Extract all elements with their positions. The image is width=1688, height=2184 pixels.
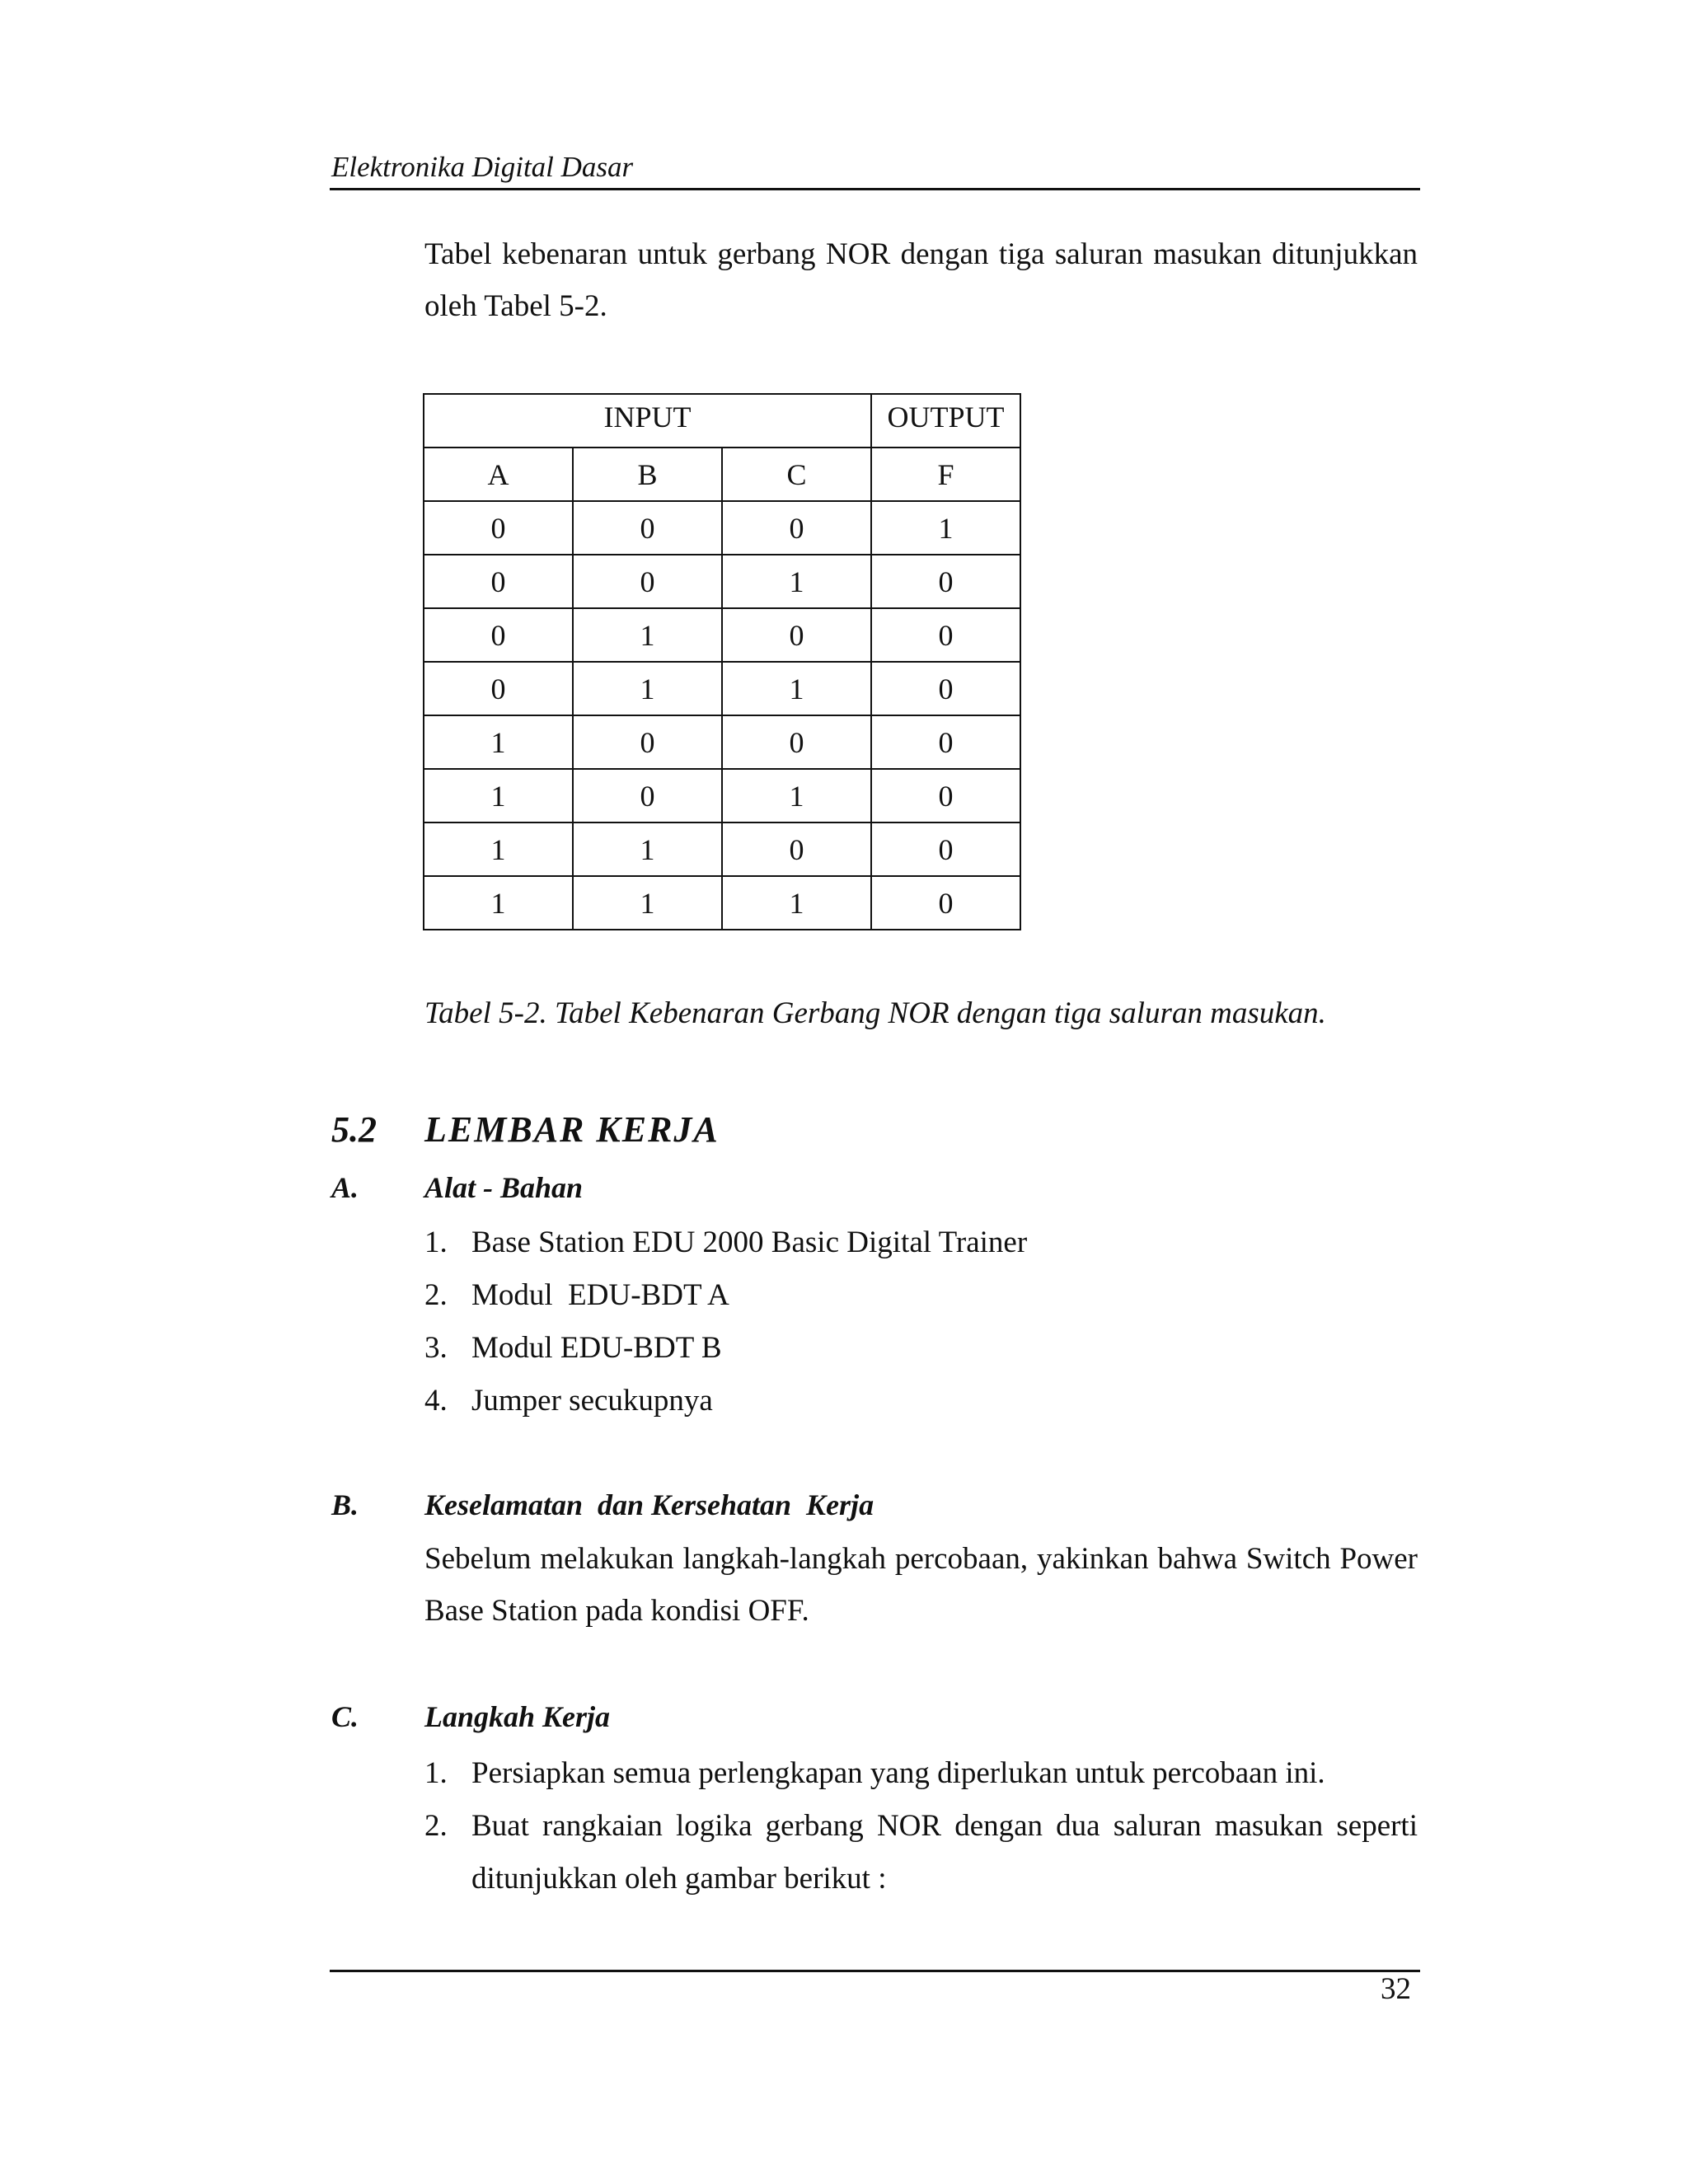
running-header: Elektronika Digital Dasar	[331, 151, 634, 183]
tools-list	[424, 1216, 1418, 1427]
list-item-number: 3.	[424, 1331, 448, 1365]
header-rule	[330, 188, 1420, 190]
table-cell: 1	[424, 876, 573, 930]
table-cell: 0	[424, 555, 573, 608]
table-cell: 1	[424, 769, 573, 823]
table-cell: 0	[573, 715, 722, 769]
list-item-text: Persiapkan semua perlengkapan yang diperlukan untuk percobaan ini.	[471, 1756, 1325, 1790]
list-item-text: Modul EDU-BDT B	[471, 1331, 722, 1365]
list-item	[424, 1269, 1418, 1322]
table-cell: 1	[424, 715, 573, 769]
subsection-c-letter: C.	[331, 1700, 359, 1733]
truth-table	[423, 393, 1021, 930]
list-item	[424, 1800, 1418, 1905]
table-row	[424, 876, 1020, 930]
subsection-b-letter: B.	[331, 1488, 359, 1521]
list-item-number: 4.	[424, 1384, 448, 1418]
subsection-a-title: Alat - Bahan	[424, 1171, 584, 1204]
table-row	[424, 823, 1020, 876]
table-row	[424, 608, 1020, 662]
safety-paragraph: Sebelum melakukan langkah-langkah percobaan, yakinkan bahwa Switch Power Base Station pada kondisi OFF.	[424, 1542, 1418, 1628]
list-item	[424, 1747, 1418, 1800]
table-cell: 0	[871, 608, 1020, 662]
list-item	[424, 1322, 1418, 1375]
footer-rule	[330, 1970, 1420, 1972]
table-cell: 0	[573, 501, 722, 555]
table-cell: 1	[871, 501, 1020, 555]
truth-table-group-header-row	[424, 394, 1020, 448]
table-cell: 0	[573, 555, 722, 608]
column-header-c: C	[722, 448, 871, 501]
list-item-text: Modul EDU-BDT A	[471, 1278, 729, 1312]
table-cell: 1	[573, 608, 722, 662]
table-cell: 1	[424, 823, 573, 876]
list-item-number: 2.	[424, 1809, 448, 1843]
table-cell: 1	[722, 876, 871, 930]
table-cell: 0	[871, 769, 1020, 823]
table-row	[424, 715, 1020, 769]
table-cell: 0	[871, 555, 1020, 608]
output-group-header: OUTPUT	[871, 394, 1020, 448]
table-cell: 1	[722, 769, 871, 823]
list-item-text: Base Station EDU 2000 Basic Digital Trainer	[471, 1226, 1028, 1259]
list-item-number: 1.	[424, 1226, 448, 1259]
input-group-header: INPUT	[424, 394, 871, 448]
table-cell: 0	[722, 715, 871, 769]
table-cell: 1	[573, 876, 722, 930]
list-item-number: 1.	[424, 1756, 448, 1790]
table-cell: 0	[573, 769, 722, 823]
section-title: LEMBAR KERJA	[424, 1109, 720, 1150]
table-cell: 0	[424, 608, 573, 662]
subsection-b-title: Keselamatan dan Kersehatan Kerja	[424, 1488, 874, 1521]
table-cell: 0	[871, 662, 1020, 715]
column-header-f: F	[871, 448, 1020, 501]
subsection-a-letter: A.	[331, 1171, 359, 1204]
table-cell: 0	[871, 715, 1020, 769]
table-cell: 1	[573, 662, 722, 715]
section-number: 5.2	[331, 1109, 377, 1150]
table-cell: 0	[871, 876, 1020, 930]
subsection-c-title: Langkah Kerja	[424, 1700, 611, 1733]
table-cell: 0	[722, 608, 871, 662]
table-cell: 1	[573, 823, 722, 876]
list-item-text: Jumper secukupnya	[471, 1384, 713, 1418]
list-item-number: 2.	[424, 1278, 448, 1312]
table-caption: Tabel 5-2. Tabel Kebenaran Gerbang NOR dengan tiga saluran masukan.	[424, 996, 1326, 1030]
column-header-a: A	[424, 448, 573, 501]
column-header-b: B	[573, 448, 722, 501]
table-row	[424, 769, 1020, 823]
page-number: 32	[1381, 1972, 1411, 2006]
table-row	[424, 501, 1020, 555]
table-cell: 1	[722, 555, 871, 608]
list-item	[424, 1375, 1418, 1427]
list-item	[424, 1216, 1418, 1269]
table-row	[424, 555, 1020, 608]
truth-table-column-header-row	[424, 448, 1020, 501]
table-cell: 0	[424, 501, 573, 555]
table-cell: 0	[424, 662, 573, 715]
table-cell: 0	[871, 823, 1020, 876]
table-cell: 0	[722, 501, 871, 555]
intro-paragraph: Tabel kebenaran untuk gerbang NOR dengan tiga saluran masukan ditunjukkan oleh Tabel 5-2.	[424, 237, 1418, 323]
steps-list	[424, 1747, 1418, 1905]
table-cell: 0	[722, 823, 871, 876]
table-cell: 1	[722, 662, 871, 715]
table-row	[424, 662, 1020, 715]
list-item-text: Buat rangkaian logika gerbang NOR dengan dua saluran masukan seperti ditunjukkan oleh gambar berikut :	[471, 1809, 1418, 1896]
